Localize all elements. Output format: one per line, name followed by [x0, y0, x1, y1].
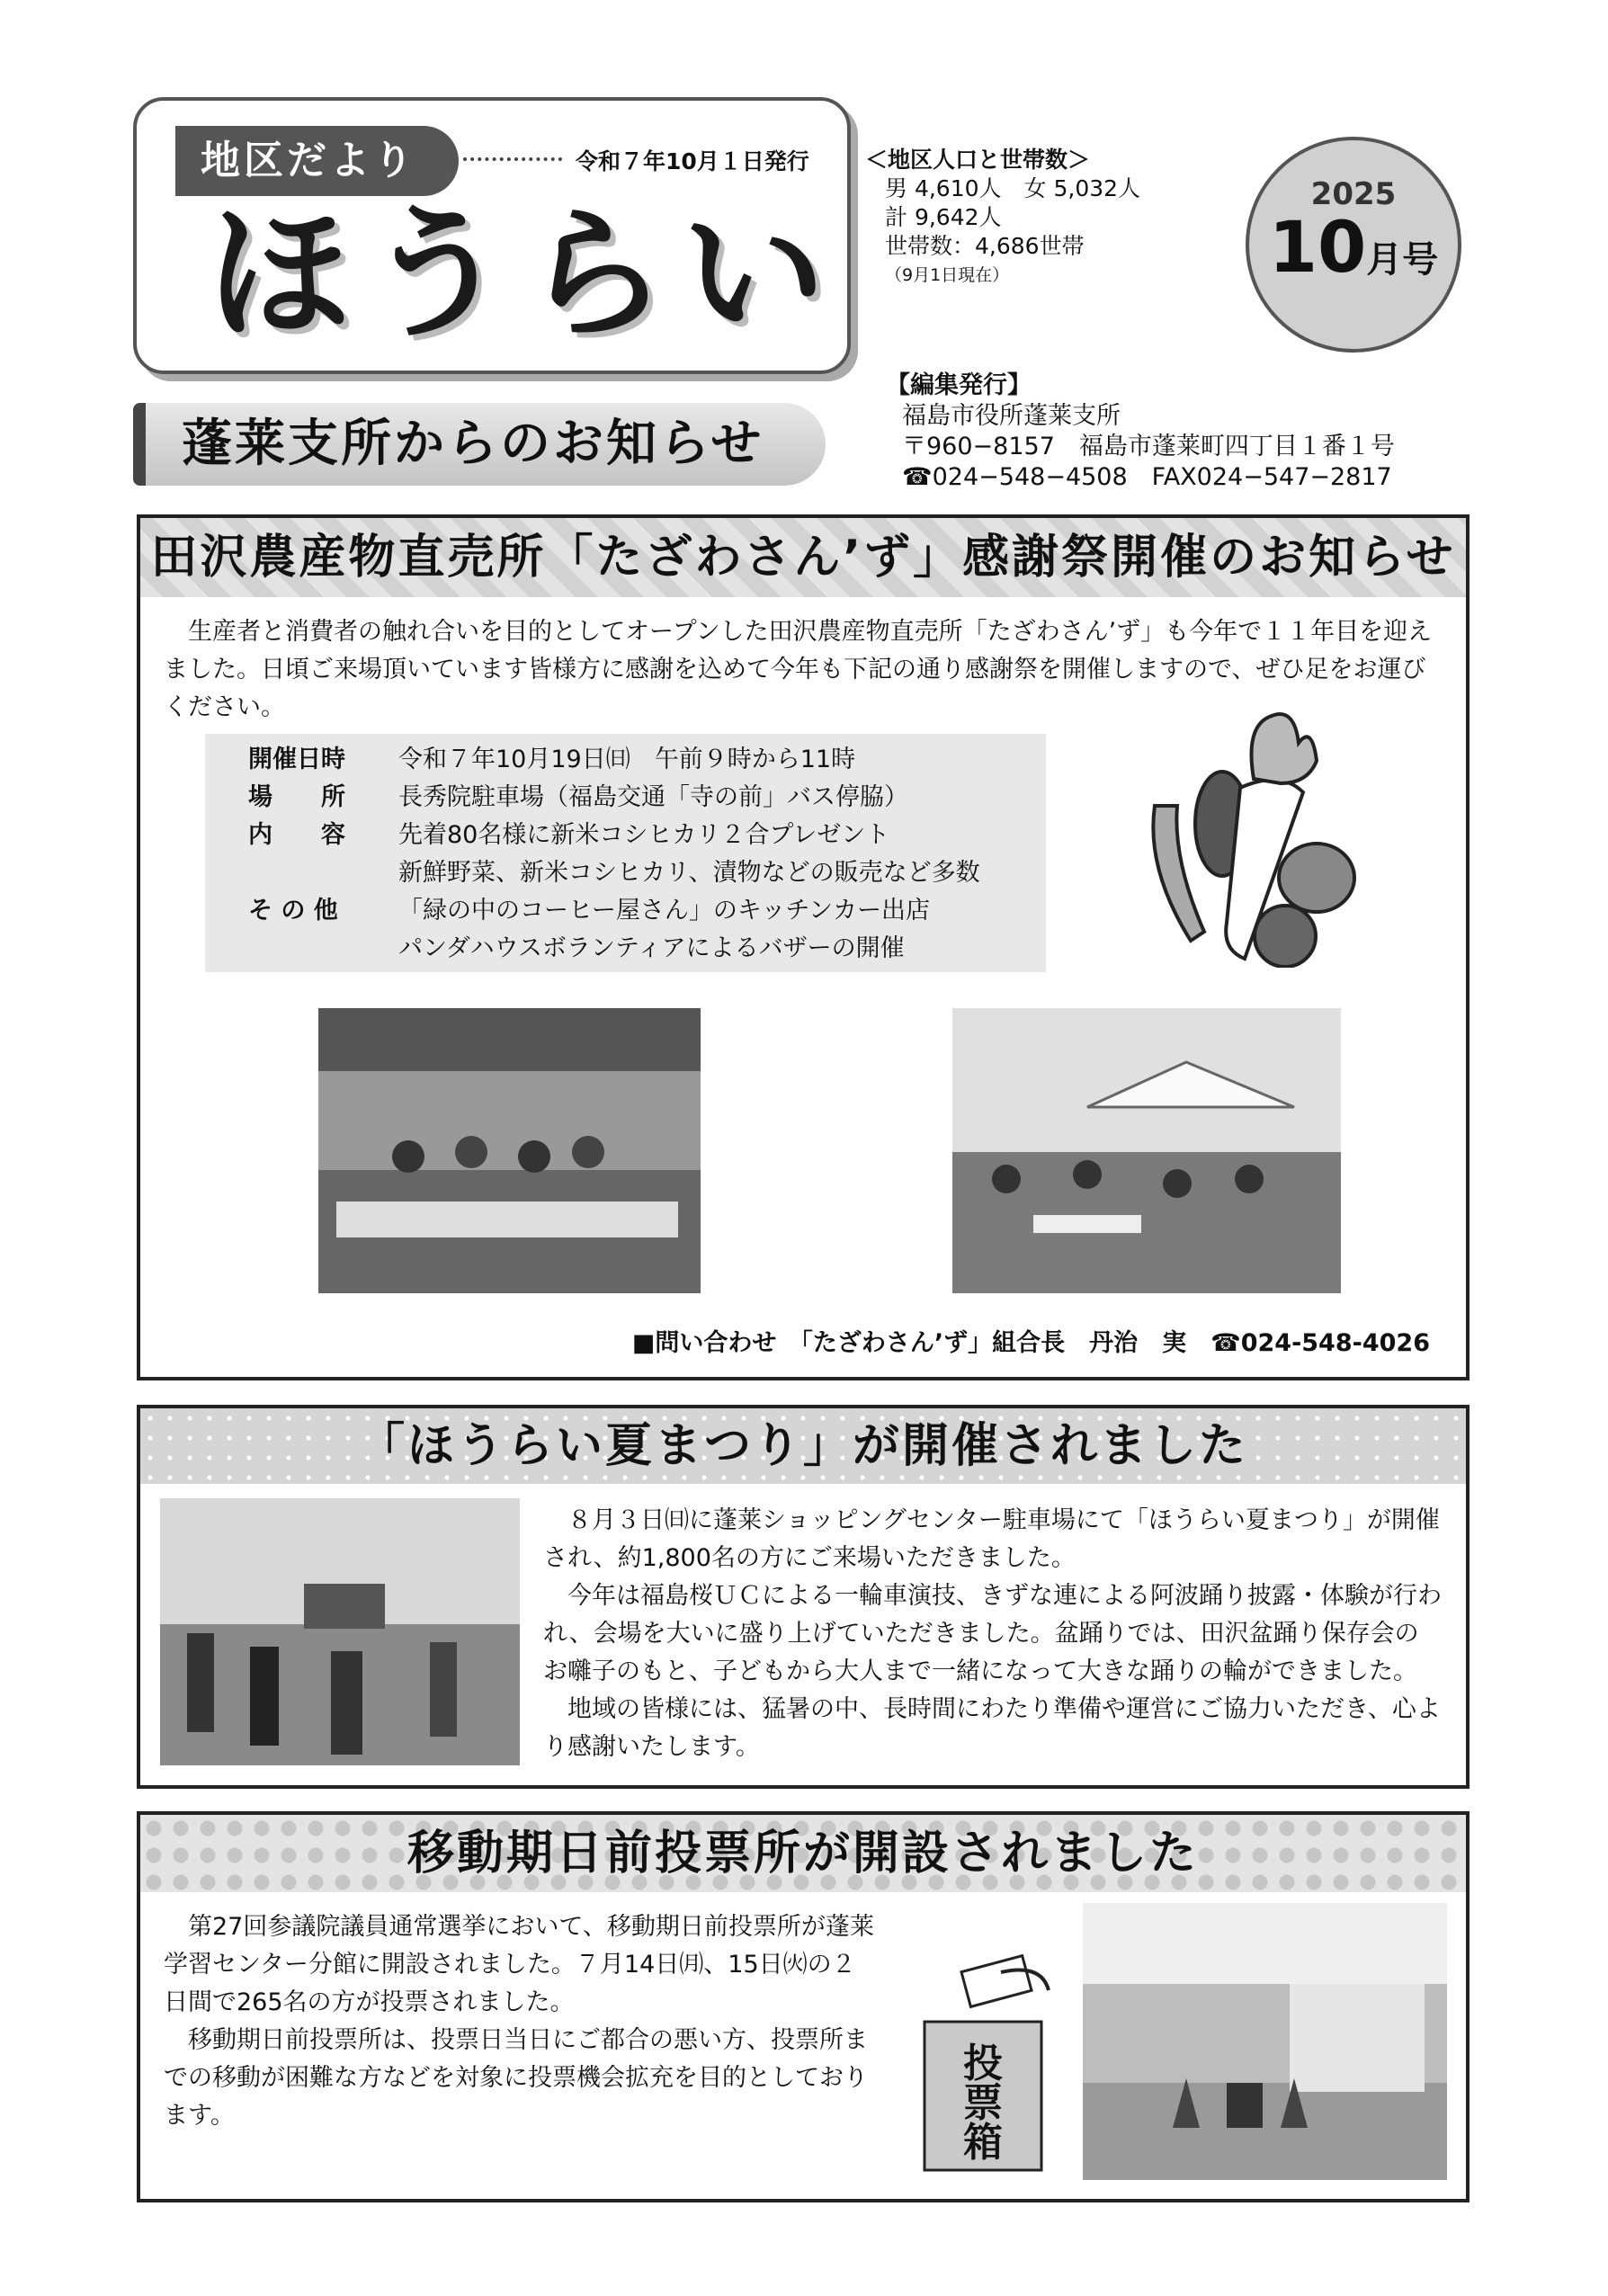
population-info — [865, 146, 1140, 290]
population-gender: 男 4,610人 女 5,032人 — [885, 175, 1141, 201]
article-early-voting — [137, 1811, 1470, 2202]
issue-year: 2025 — [1310, 176, 1397, 212]
editor-office: 福島市役所蓬莱支所 — [902, 402, 1121, 430]
photo-bon-dance — [160, 1498, 520, 1765]
vegetables-illustration — [1137, 707, 1371, 968]
article1-contact: ■問い合わせ 「たざわさん’ず」組合長 丹治 実 ☎024-548-4026 — [631, 1329, 1430, 1357]
detail-value: 新鮮野菜、新米コシヒカリ、漬物などの販売など多数 — [398, 859, 980, 887]
photo-market-stall — [318, 1008, 701, 1293]
article-summer-festival — [137, 1405, 1470, 1789]
editor-address: 〒960−8157 福島市蓬莱町四丁目１番１号 — [902, 433, 1395, 460]
population-total: 計 9,642人 — [885, 204, 1002, 230]
article1-body: 生産者と消費者の触れ合いを目的としてオープンした田沢農産物直売所「たざわさん’ず」も今年で１１年目を迎えました。日頃ご来場頂いています皆様方に感謝を込めて今年も下記の通り感謝祭を開催しますので、ぜひ足をお運びください。 — [164, 618, 1433, 721]
event-details-box — [205, 734, 1046, 972]
detail-label: 場 所 — [248, 783, 345, 811]
editor-phone-fax: ☎024−548−4508 FAX024−547−2817 — [902, 463, 1392, 491]
dotted-leader — [463, 157, 562, 161]
detail-value: 長秀院駐車場（福島交通「寺の前」バス停脇） — [398, 783, 908, 811]
detail-value: 令和７年10月19日㈰ 午前９時から11時 — [398, 746, 856, 773]
issue-date: 令和７年10月１日発行 — [576, 148, 809, 174]
detail-label: 開催日時 — [248, 746, 345, 773]
ballot-box-illustration — [916, 1954, 1050, 2175]
newsletter-title: ほうらい — [207, 190, 841, 358]
article2-body: ８月３日㈰に蓬莱ショッピングセンター駐車場にて「ほうらい夏まつり」が開催され、約1,800名の方にご来場いただきました。 今年は福島桜ＵＣによる一輪車演技、きずな連による阿波踊り披露・体験が行われ、会場を大いに盛り上げていただきました。盆踊りでは、田沢盆踊り保存会のお囃子のもと、子どもから大人まで一緒になって大きな踊りの輪ができました。 地域の皆様には、猛暑の中、長時間にわたり準備や運営にご協力いただき、心より感謝いたします。 — [543, 1506, 1442, 1761]
editor-heading: 【編集発行】 — [886, 371, 1032, 399]
issue-badge — [1246, 137, 1461, 353]
photo-voting-station — [1083, 1903, 1447, 2180]
detail-value: 「緑の中のコーヒー屋さん」のキッチンカー出店 — [398, 897, 931, 925]
photo-festival-tent — [952, 1008, 1341, 1293]
section-banner: 蓬莱支所からのお知らせ — [133, 403, 826, 486]
detail-value: パンダハウスボランティアによるバザーの開催 — [398, 934, 905, 962]
detail-value: 先着80名様に新米コシヒカリ２合プレゼント — [398, 821, 890, 849]
article1-title: 田沢農産物直売所「たざわさん’ず」感謝祭開催のお知らせ — [140, 518, 1466, 597]
article3-title: 移動期日前投票所が開設されました — [140, 1815, 1466, 1892]
population-date-note: （9月1日現在） — [885, 265, 1010, 285]
population-heading: ＜地区人口と世帯数＞ — [865, 147, 1091, 173]
article2-title: 「ほうらい夏まつり」が開催されました — [140, 1408, 1466, 1484]
detail-label: そ の 他 — [248, 897, 338, 925]
article3-body: 第27回参議院議員通常選挙において、移動期日前投票所が蓬莱学習センター分館に開設されました。７月14日㈪、15日㈫の２日間で265名の方が投票されました。 移動期日前投票所は、投票日当日にご都合の悪い方、投票所までの移動が困難な方などを対象に投票機会拡充を目的としております。 — [164, 1913, 874, 2130]
households: 世帯数：4,686世帯 — [885, 233, 1085, 259]
masthead-tag: 地区だより — [175, 126, 459, 196]
issue-month: 10月号 — [1268, 208, 1439, 289]
ballot-box-label: 投票箱 — [963, 2041, 1003, 2166]
issue-month-suffix: 月号 — [1366, 239, 1439, 281]
article-thanks-festival — [137, 514, 1470, 1380]
detail-label: 内 容 — [248, 821, 345, 849]
editor-info — [886, 371, 1395, 493]
